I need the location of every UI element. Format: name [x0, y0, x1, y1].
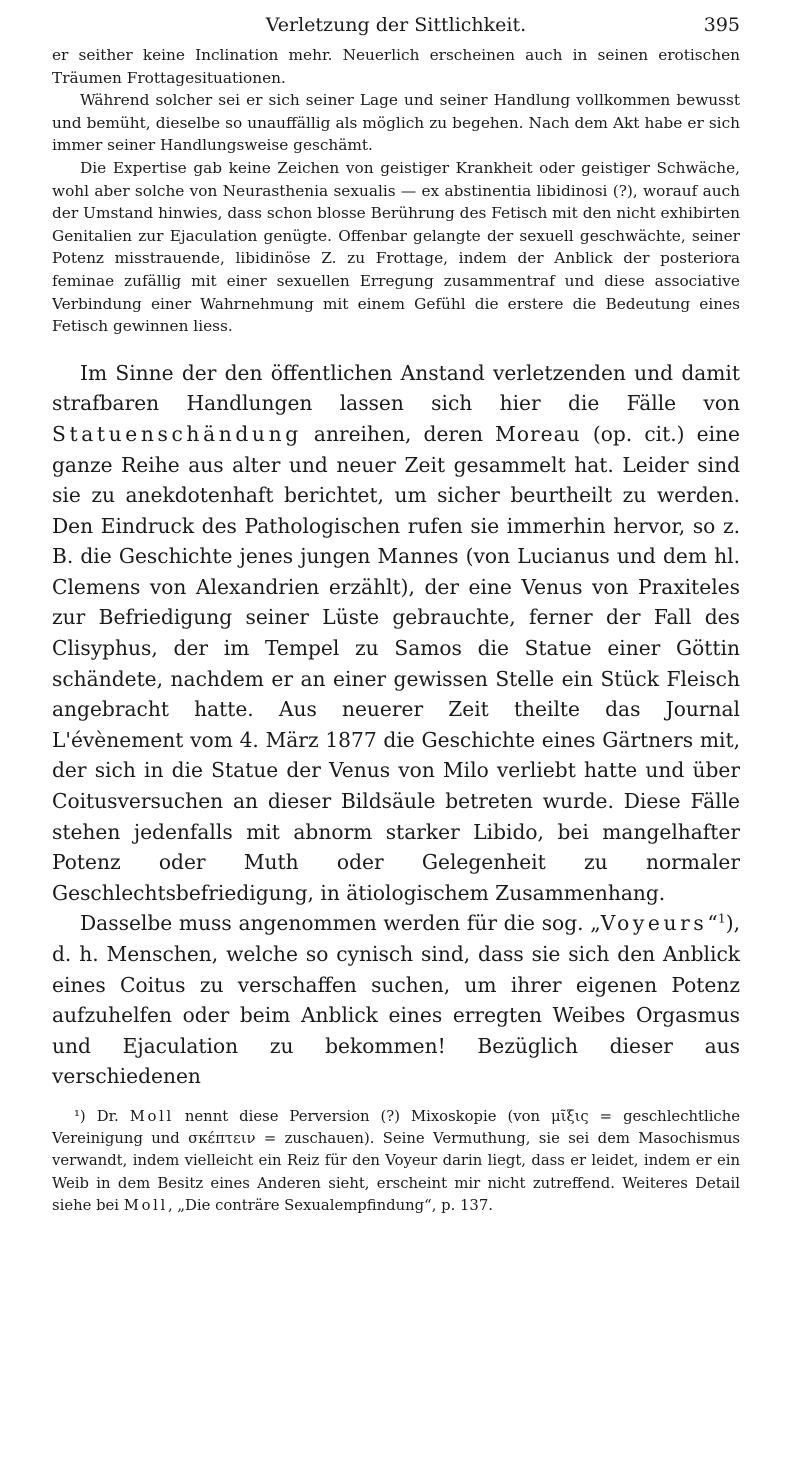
term-statuenschaendung: Statuenschändung: [52, 421, 302, 446]
paragraph-4-text-e: (op. cit.) eine ganze Reihe aus alter und neuer Zeit gesammelt hat. Leider sind sie zu anekdotenhaft berichtet, um sicher beurtheilt zu werden. Den Eindruck des Pathologischen rufen sie immerhin hervor, so z. B. die Geschichte jenes jungen Mannes (von Lucianus und dem hl. Clemens von Alexandrien erzählt), der eine Venus von Praxiteles zur Befriedigung seiner Lüste gebrauchte, ferner der Fall des Clisyphus, der im Tempel zu Samos die Statue einer Göttin schändete, nachdem er an einer gewissen Stelle ein Stück Fleisch angebracht hatte. Aus neuerer Zeit theilte das Journal L'évènement vom 4. März 1877 die Geschichte eines Gärtners mit, der sich in die Statue der Venus von Milo verliebt hatte und über Coitusversuchen an dieser Bildsäule betreten wurde. Diese Fälle stehen jedenfalls mit abnorm starker Libido, bei mangelhafter Potenz oder Muth oder Gelegenheit zu normaler Geschlechtsbefriedigung, in ätiologischem Zusammenhang.: [52, 421, 740, 905]
term-voyeurs: Voyeurs: [600, 911, 708, 936]
paragraph-5: [52, 908, 740, 1092]
paragraph-2: Während solcher sei er sich seiner Lage und seiner Handlung vollkommen bewusst und bemüht, dieselbe so unauffällig als möglich zu begehen. Nach dem Akt habe er sich immer seiner Handlungsweise geschämt.: [52, 91, 740, 155]
page-header: [52, 0, 740, 44]
page-number: 395: [703, 14, 740, 36]
footnote-marker: ¹): [74, 1107, 86, 1125]
footnote-author-moll: Moll: [129, 1107, 174, 1125]
paragraph-4-text-a: Im Sinne der den öffentlichen Anstand verletzenden und damit strafbaren Handlungen lassen sich hier die Fälle von: [52, 360, 740, 416]
footnote-text-c: , „Die conträre Sexualempfindung“, p. 137.: [167, 1196, 493, 1214]
footnote-1: [52, 1106, 740, 1217]
paragraph-4: [52, 358, 740, 909]
footnote-reference: 1: [717, 910, 726, 926]
paragraph-5-quote: “: [707, 911, 718, 936]
paragraph-5-text-d: ), d. h. Menschen, welche so cynisch sind, dass sie sich den Anblick eines Coitus zu verschaffen suchen, um ihrer eigenen Potenz aufzuhelfen oder beim Anblick eines erregten Weibes Orgasmus und Ejaculation zu bekommen! Bezüglich dieser aus verschiedenen: [52, 911, 740, 1089]
footnote-author-moll-2: Moll: [123, 1196, 168, 1214]
author-moreau: Moreau: [495, 421, 581, 446]
footnote-text-a: Dr.: [85, 1107, 130, 1125]
paragraph-1: er seither keine Inclination mehr. Neuerlich erscheinen auch in seinen erotischen Träumen Frottagesituationen.: [52, 46, 740, 87]
running-title: Verletzung der Sittlichkeit.: [265, 14, 527, 36]
footnote-text-b: nennt diese Perversion (?) Mixoskopie (von μῖξις = geschlechtliche Vereinigung und σκέπτειν = zuschauen). Seine Vermuthung, sie sei dem Masochismus verwandt, indem vielleicht ein Reiz für den Voyeur darin liegt, dass er leidet, indem er ein Weib in dem Besitz eines Anderen sieht, erscheint mir nicht zutreffend. Weiteres Detail siehe bei: [52, 1107, 740, 1214]
paragraph-5-text-a: Dasselbe muss angenommen werden für die sog. „: [80, 911, 601, 936]
paragraph-3: Die Expertise gab keine Zeichen von geistiger Krankheit oder geistiger Schwäche, wohl aber solche von Neurasthenia sexualis — ex abstinentia libidinosi (?), worauf auch der Umstand hinwies, dass schon blosse Berührung des Fetisch mit den nicht exhibirten Genitalien zur Ejaculation genügte. Offenbar gelangte der sexuell geschwächte, seiner Potenz misstrauende, libidinöse Z. zu Frottage, indem der Anblick der posteriora feminae zufällig mit einer sexuellen Erregung zusammentraf und diese associative Verbindung einer Wahrnehmung mit einem Gefühl die erstere die Bedeutung eines Fetisch gewinnen liess.: [52, 158, 740, 336]
paragraph-4-text-c: anreihen, deren: [301, 421, 496, 446]
